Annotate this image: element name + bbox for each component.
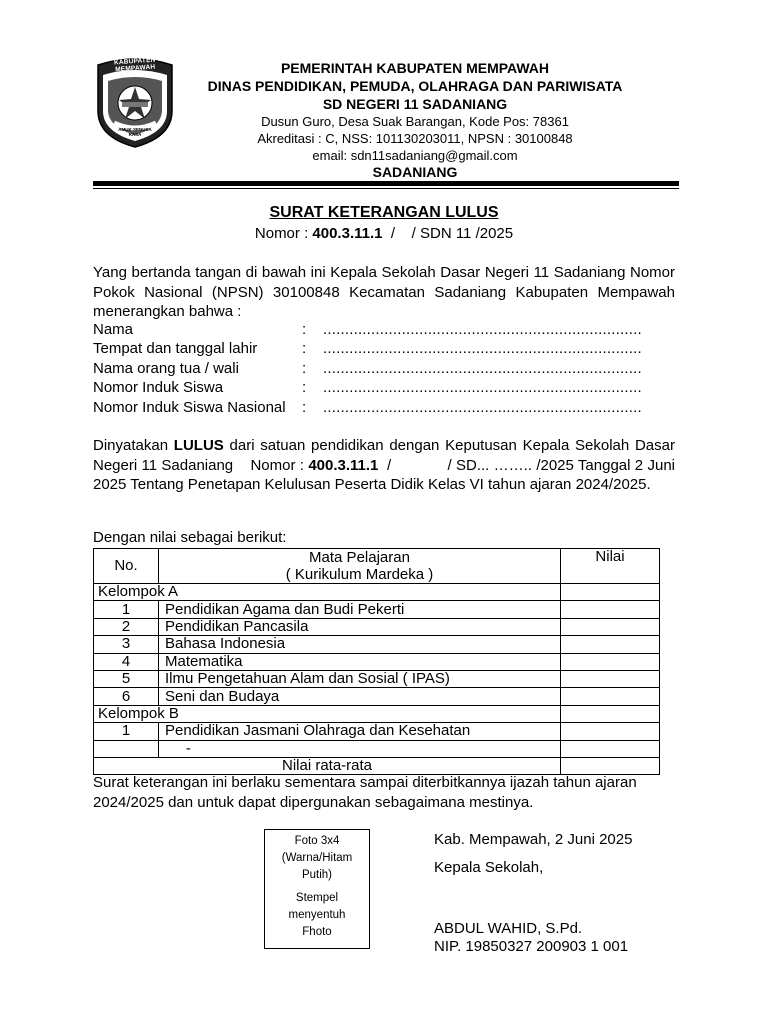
score-cell (561, 670, 660, 687)
row-no: 3 (94, 636, 159, 653)
header-address: Dusun Guro, Desa Suak Barangan, Kode Pos: 78361 (261, 114, 569, 129)
table-row (94, 601, 660, 618)
photo-line: (Warna/Hitam (281, 852, 353, 864)
field-label: Tempat dan tanggal lahir (93, 340, 258, 357)
field-colon: : (302, 340, 307, 357)
header-score: Nilai (561, 549, 660, 584)
table-header-row (94, 549, 660, 584)
header-government: PEMERINTAH KABUPATEN MEMPAWAH (280, 60, 550, 76)
document-number-suffix: / / SDN 11 /2025 (382, 225, 514, 242)
table-row (94, 688, 660, 705)
row-no (94, 740, 159, 757)
table-row (94, 740, 660, 757)
declaration-lulus: LULUS (173, 437, 224, 454)
score-cell (561, 584, 660, 601)
group-b-label: Kelompok B (94, 705, 561, 722)
row-no: 1 (94, 723, 159, 740)
row-subject: Bahasa Indonesia (159, 636, 561, 653)
field-label: Nomor Induk Siswa (93, 379, 224, 396)
table-row (94, 653, 660, 670)
signature-place-date: Kab. Mempawah, 2 Juni 2025 (434, 831, 633, 848)
group-a-label: Kelompok A (94, 584, 561, 601)
field-blank: ......................................................................... (323, 379, 642, 396)
field-colon: : (302, 399, 307, 416)
header-no: No. (94, 549, 159, 584)
header-subject-line2: ( Kurikulum Mardeka ) (285, 566, 434, 583)
field-blank: ......................................................................... (323, 321, 642, 338)
declaration-part-2: dari satuan pendidikan dengan Keputusan Kepala Sekolah Dasar Negeri 11 Sadaniang Nomor : (93, 437, 680, 474)
photo-line: menyentuh (288, 909, 346, 921)
row-subject: Pendidikan Pancasila (159, 618, 561, 635)
table-row (94, 670, 660, 687)
score-cell (561, 653, 660, 670)
row-no: 4 (94, 653, 159, 670)
document-number-value: 400.3.11.1 (312, 225, 383, 242)
signature-position: Kepala Sekolah, (434, 859, 544, 876)
field-label: Nama (93, 321, 134, 338)
field-colon: : (302, 360, 307, 377)
score-cell (561, 636, 660, 653)
score-cell (561, 740, 660, 757)
photo-placeholder (264, 829, 370, 949)
validity-paragraph: Surat keterangan ini berlaku sementara sampai diterbitkannya ijazah tahun ajaran 2024/2025 dan untuk dapat dipergunakan sebagaimana mestinya. (93, 774, 637, 811)
header-divider-thick (93, 181, 679, 186)
photo-line: Stempel (295, 892, 339, 904)
declaration-paragraph (93, 436, 680, 495)
group-row (94, 705, 660, 722)
table-row (94, 618, 660, 635)
signature-nip: NIP. 19850327 200903 1 001 (434, 938, 629, 955)
table-row (94, 636, 660, 653)
photo-line: Foto 3x4 (294, 835, 340, 847)
logo-ring-text: KABUPATEN MEMPAWAH (113, 56, 156, 74)
header-subject (159, 549, 561, 584)
header-school-name: SD NEGERI 11 SADANIANG (322, 96, 508, 112)
score-cell (561, 618, 660, 635)
field-blank: ......................................................................... (323, 360, 642, 377)
header-subject-line1: Mata Pelajaran (309, 549, 410, 566)
regency-logo (92, 55, 178, 149)
header-department: DINAS PENDIDIKAN, PEMUDA, OLAHRAGA DAN PARIWISATA (207, 78, 623, 94)
document-number-prefix: Nomor : (254, 225, 313, 242)
row-subject: Pendidikan Jasmani Olahraga dan Kesehatan (159, 723, 561, 740)
table-row (94, 723, 660, 740)
row-subject: - (159, 740, 561, 757)
score-cell (561, 705, 660, 722)
grades-table (93, 548, 660, 775)
declaration-part-1: Dinyatakan (93, 437, 174, 454)
row-no: 2 (94, 618, 159, 635)
photo-line: Fhoto (302, 926, 332, 938)
row-subject: Ilmu Pengetahuan Alam dan Sosial ( IPAS) (159, 670, 561, 687)
average-label: Nilai rata-rata (94, 757, 561, 774)
declaration-part-3: / / SD... …….. /2025 Tanggal 2 Juni 2025 Tentang Penetapan Kelulusan Peserta Didik Kelas VI tahun ajaran 2024/2025. (93, 456, 680, 493)
header-divider-thin (93, 188, 679, 189)
grades-intro: Dengan nilai sebagai berikut: (93, 529, 287, 546)
header-place: SADANIANG (372, 164, 458, 180)
score-cell (561, 601, 660, 618)
photo-line: Putih) (301, 869, 333, 881)
row-subject: Pendidikan Agama dan Budi Pekerti (159, 601, 561, 618)
header-email: email: sdn11sadaniang@gmail.com (312, 148, 518, 163)
field-label: Nomor Induk Siswa Nasional (93, 399, 286, 416)
logo-motto-text: AMUK SENUSA RASA (118, 127, 152, 137)
score-cell (561, 723, 660, 740)
signature-name: ABDUL WAHID, S.Pd. (434, 920, 583, 937)
row-subject: Seni dan Budaya (159, 688, 561, 705)
score-cell (561, 688, 660, 705)
document-title: SURAT KETERANGAN LULUS (269, 204, 499, 221)
field-blank: ......................................................................... (323, 399, 642, 416)
row-no: 5 (94, 670, 159, 687)
field-colon: : (302, 321, 307, 338)
field-colon: : (302, 379, 307, 396)
document-number (0, 225, 768, 242)
group-row (94, 584, 660, 601)
row-subject: Matematika (159, 653, 561, 670)
header-accreditation: Akreditasi : C, NSS: 101130203011, NPSN : 30100848 (257, 131, 573, 146)
declaration-number: 400.3.11.1 (308, 456, 379, 474)
field-label: Nama orang tua / wali (93, 360, 239, 377)
row-no: 1 (94, 601, 159, 618)
row-no: 6 (94, 688, 159, 705)
field-blank: ......................................................................... (323, 340, 642, 357)
intro-paragraph: Yang bertanda tangan di bawah ini Kepala Sekolah Dasar Negeri 11 Sadaniang Nomor Pokok Nasional (NPSN) 30100848 Kecamatan Sadaniang Kabupaten Mempawah menerangkan bahwa : (93, 264, 675, 320)
